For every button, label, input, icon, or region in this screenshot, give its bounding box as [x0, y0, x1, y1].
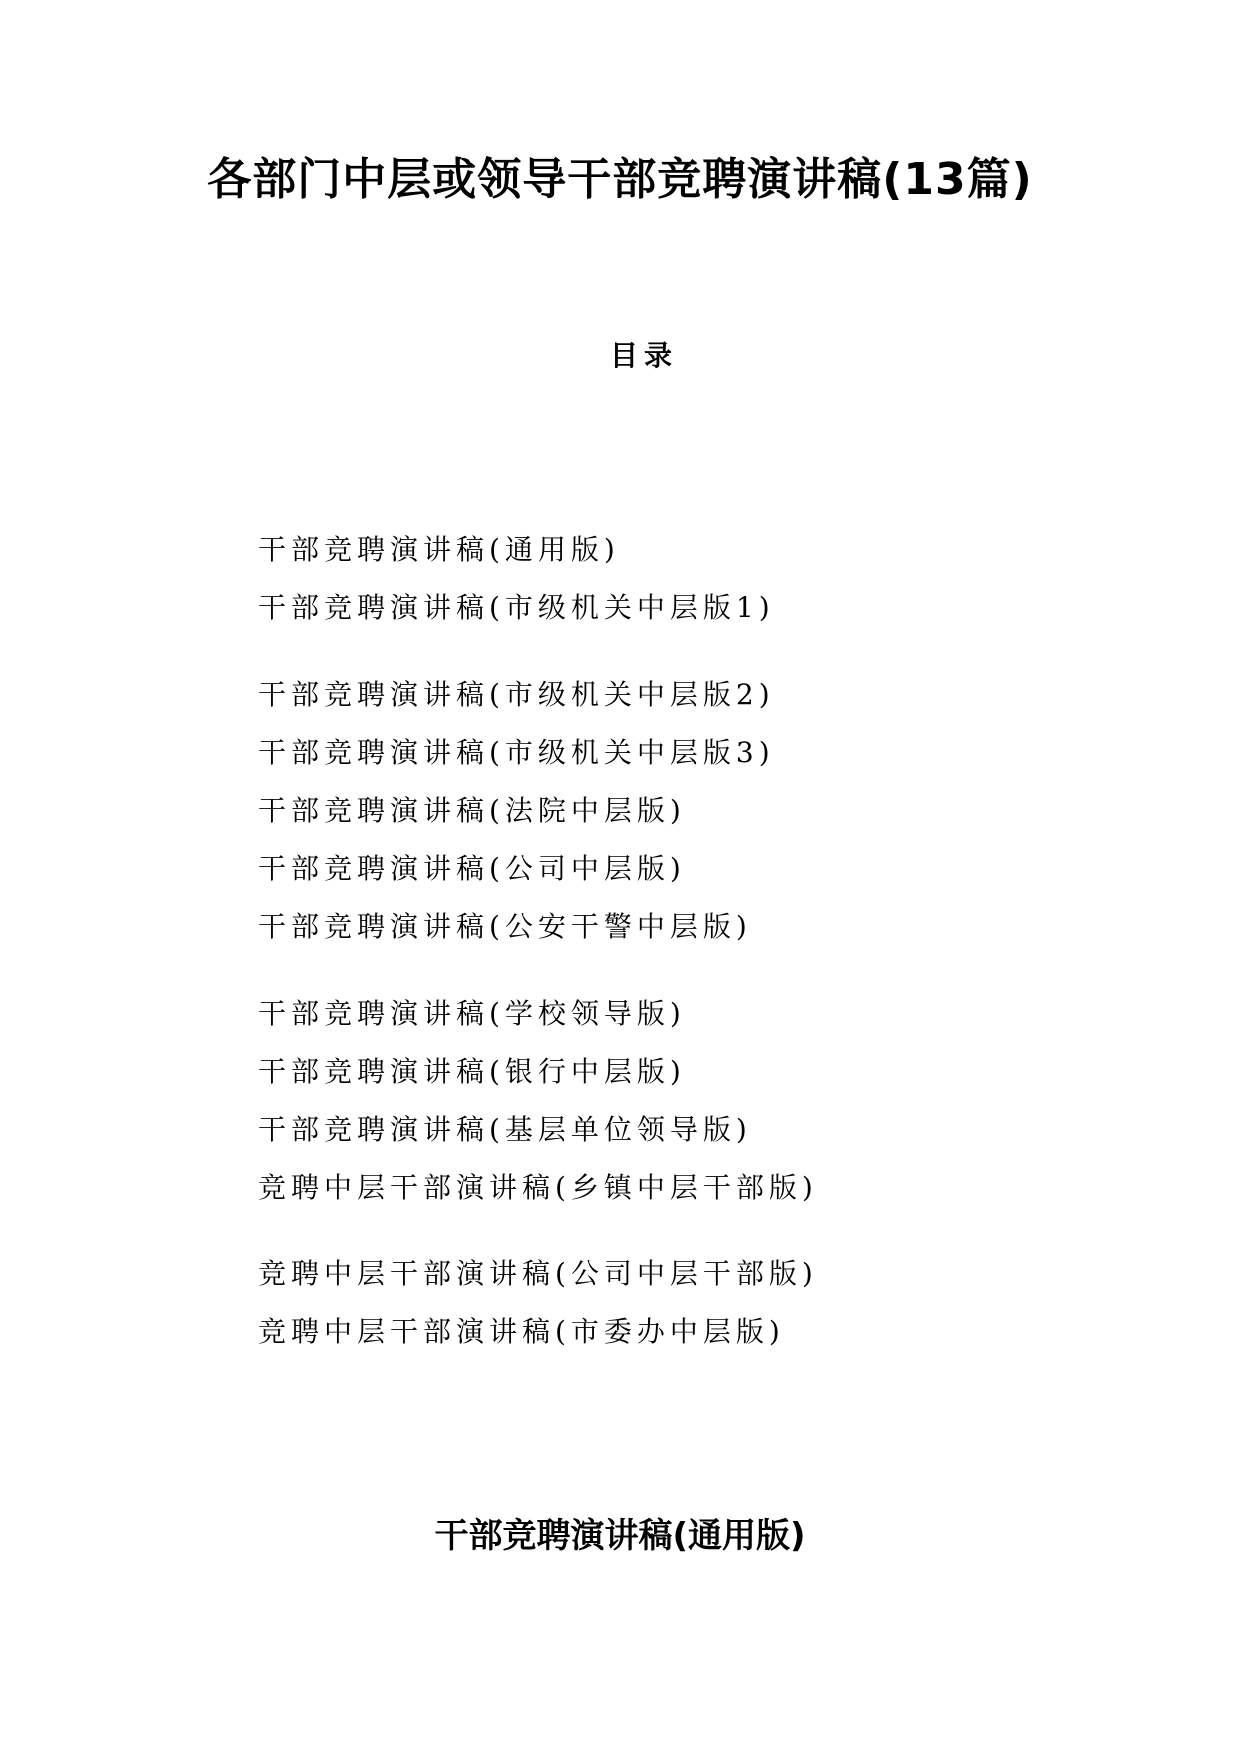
- document-title: 各部门中层或领导干部竞聘演讲稿(13篇): [207, 154, 1033, 205]
- toc-item[interactable]: 竞聘中层干部演讲稿(公司中层干部版): [258, 1257, 818, 1290]
- toc-item[interactable]: 干部竞聘演讲稿(通用版): [258, 533, 620, 566]
- toc-heading: 目录: [610, 339, 679, 372]
- toc-item[interactable]: 干部竞聘演讲稿(基层单位领导版): [258, 1113, 752, 1146]
- toc-item[interactable]: 竞聘中层干部演讲稿(乡镇中层干部版): [258, 1171, 818, 1204]
- toc-item[interactable]: 干部竞聘演讲稿(银行中层版): [258, 1055, 686, 1088]
- toc-item[interactable]: 干部竞聘演讲稿(法院中层版): [258, 794, 686, 827]
- toc-item[interactable]: 干部竞聘演讲稿(市级机关中层版1): [258, 591, 775, 624]
- toc-item[interactable]: 竞聘中层干部演讲稿(市委办中层版): [258, 1315, 785, 1348]
- toc-item[interactable]: 干部竞聘演讲稿(公司中层版): [258, 852, 686, 885]
- section-title: 干部竞聘演讲稿(通用版): [434, 1516, 806, 1556]
- toc-item[interactable]: 干部竞聘演讲稿(学校领导版): [258, 997, 686, 1030]
- toc-item[interactable]: 干部竞聘演讲稿(公安干警中层版): [258, 910, 752, 943]
- toc-item[interactable]: 干部竞聘演讲稿(市级机关中层版3): [258, 736, 775, 769]
- toc-item[interactable]: 干部竞聘演讲稿(市级机关中层版2): [258, 678, 775, 711]
